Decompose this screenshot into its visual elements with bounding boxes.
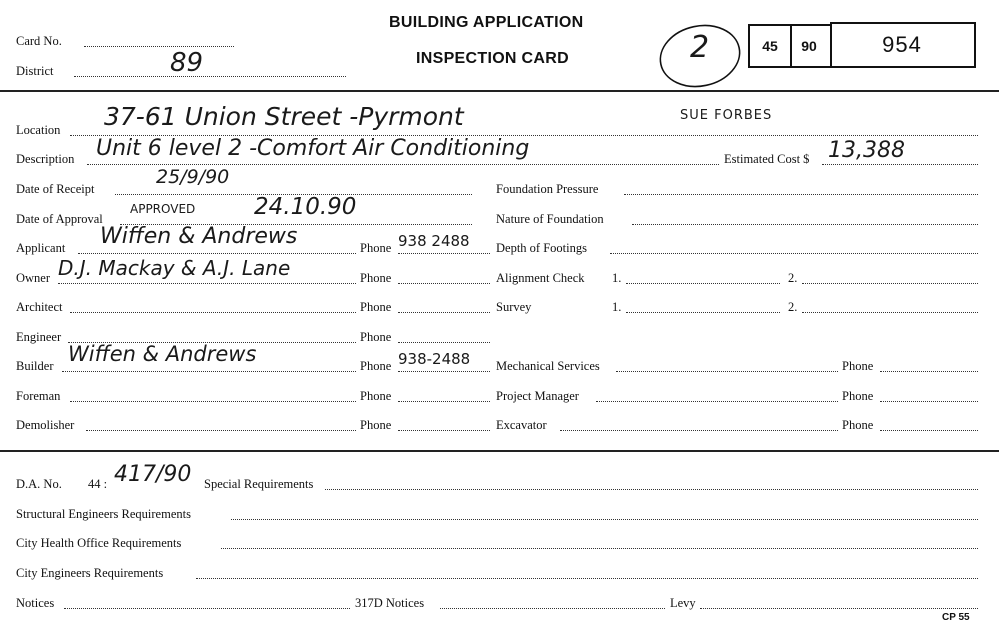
location-value: 37-61 Union Street -Pyrmont (104, 102, 464, 131)
da-value: 417/90 (114, 462, 192, 487)
applicant-phone-line[interactable] (398, 253, 490, 254)
structural-line[interactable] (231, 519, 978, 520)
health-line[interactable] (221, 548, 978, 549)
estimated-cost-value: 13,388 (828, 138, 905, 163)
owner-phone-label: Phone (360, 271, 392, 285)
alignment-line1[interactable] (626, 283, 780, 284)
title-line1: BUILDING APPLICATION (389, 14, 584, 31)
notices-317d-label: 317D Notices (355, 596, 425, 610)
applicant-line[interactable] (78, 253, 356, 254)
applicant-phone-value: 938 2488 (398, 232, 470, 250)
builder-phone-label: Phone (360, 359, 392, 373)
location-label: Location (16, 123, 61, 137)
location-note: SUE FORBES (680, 108, 773, 123)
district-line[interactable] (74, 76, 346, 77)
demolisher-phone-label: Phone (360, 418, 392, 432)
excavator-label: Excavator (496, 418, 547, 432)
owner-value: D.J. Mackay & A.J. Lane (58, 256, 291, 280)
engineer-phone-line[interactable] (398, 342, 490, 343)
city-eng-label: City Engineers Requirements (16, 566, 164, 580)
box-90-text: 90 (801, 38, 817, 54)
date-approval-value: 24.10.90 (254, 194, 357, 220)
foundation-pressure-line[interactable] (624, 194, 978, 195)
mechanical-line[interactable] (616, 371, 838, 372)
da-label: D.A. No. (16, 477, 62, 491)
foreman-phone-label: Phone (360, 389, 392, 403)
survey-num1: 1. (612, 300, 622, 314)
form-code: CP 55 (942, 612, 970, 623)
foreman-phone-line[interactable] (398, 401, 490, 402)
demolisher-label: Demolisher (16, 418, 75, 432)
survey-line1[interactable] (626, 312, 780, 313)
project-manager-label: Project Manager (496, 389, 579, 403)
project-manager-phone-label: Phone (842, 389, 874, 403)
structural-label: Structural Engineers Requirements (16, 507, 191, 521)
notices-317d-line[interactable] (440, 608, 665, 609)
mechanical-phone-label: Phone (842, 359, 874, 373)
health-label: City Health Office Requirements (16, 536, 182, 550)
builder-phone-value: 938-2488 (398, 350, 471, 368)
depth-footings-label: Depth of Footings (496, 241, 587, 255)
applicant-label: Applicant (16, 241, 66, 255)
depth-footings-line[interactable] (610, 253, 978, 254)
builder-phone-line[interactable] (398, 371, 490, 372)
demolisher-phone-line[interactable] (398, 430, 490, 431)
foreman-line[interactable] (70, 401, 356, 402)
date-receipt-value: 25/9/90 (156, 166, 230, 188)
owner-label: Owner (16, 271, 51, 285)
notices-line[interactable] (64, 608, 350, 609)
district-label: District (16, 64, 54, 78)
architect-phone-label: Phone (360, 300, 392, 314)
description-label: Description (16, 152, 75, 166)
applicant-value: Wiffen & Andrews (100, 224, 298, 249)
foreman-label: Foreman (16, 389, 61, 403)
nature-foundation-label: Nature of Foundation (496, 212, 604, 226)
special-requirements-label: Special Requirements (204, 477, 314, 491)
notices-label: Notices (16, 596, 55, 610)
date-receipt-label: Date of Receipt (16, 182, 95, 196)
alignment-check-label: Alignment Check (496, 271, 585, 285)
alignment-num2: 2. (788, 271, 798, 285)
card-no-label: Card No. (16, 34, 62, 48)
levy-line[interactable] (700, 608, 978, 609)
applicant-phone-label: Phone (360, 241, 392, 255)
circled-mark: 2 (690, 30, 710, 65)
builder-label: Builder (16, 359, 54, 373)
owner-line[interactable] (58, 283, 356, 284)
estimated-cost-label: Estimated Cost $ (724, 152, 810, 166)
box-90 (788, 24, 832, 68)
footer-divider (0, 450, 999, 452)
city-eng-line[interactable] (196, 578, 978, 579)
district-value: 89 (170, 48, 204, 78)
demolisher-line[interactable] (86, 430, 356, 431)
excavator-phone-label: Phone (842, 418, 874, 432)
description-line[interactable] (87, 164, 719, 165)
title-line2: INSPECTION CARD (416, 50, 569, 67)
builder-line[interactable] (62, 371, 356, 372)
project-manager-phone-line[interactable] (880, 401, 978, 402)
card-number-box (830, 22, 976, 68)
mechanical-label: Mechanical Services (496, 359, 600, 373)
survey-num2: 2. (788, 300, 798, 314)
nature-foundation-line[interactable] (632, 224, 978, 225)
architect-phone-line[interactable] (398, 312, 490, 313)
card-number: 954 (882, 32, 922, 57)
foundation-pressure-label: Foundation Pressure (496, 182, 599, 196)
excavator-line[interactable] (560, 430, 838, 431)
levy-label: Levy (670, 596, 696, 610)
engineer-label: Engineer (16, 330, 62, 344)
header-divider (0, 90, 999, 92)
engineer-phone-label: Phone (360, 330, 392, 344)
estimated-cost-line[interactable] (822, 164, 978, 165)
owner-phone-line[interactable] (398, 283, 490, 284)
alignment-num1: 1. (612, 271, 622, 285)
excavator-phone-line[interactable] (880, 430, 978, 431)
description-value: Unit 6 level 2 -Comfort Air Conditioning (96, 136, 530, 161)
builder-value: Wiffen & Andrews (68, 342, 257, 366)
survey-label: Survey (496, 300, 532, 314)
card-no-line[interactable] (84, 46, 234, 47)
alignment-line2[interactable] (802, 283, 978, 284)
date-approval-stamp: APPROVED (130, 202, 196, 216)
special-requirements-line[interactable] (325, 489, 978, 490)
architect-label: Architect (16, 300, 63, 314)
architect-line[interactable] (70, 312, 356, 313)
box-45 (748, 24, 792, 68)
date-approval-label: Date of Approval (16, 212, 103, 226)
project-manager-line[interactable] (596, 401, 838, 402)
box-45-text: 45 (762, 38, 778, 54)
mechanical-phone-line[interactable] (880, 371, 978, 372)
da-prefix: 44 : (88, 477, 108, 491)
survey-line2[interactable] (802, 312, 978, 313)
